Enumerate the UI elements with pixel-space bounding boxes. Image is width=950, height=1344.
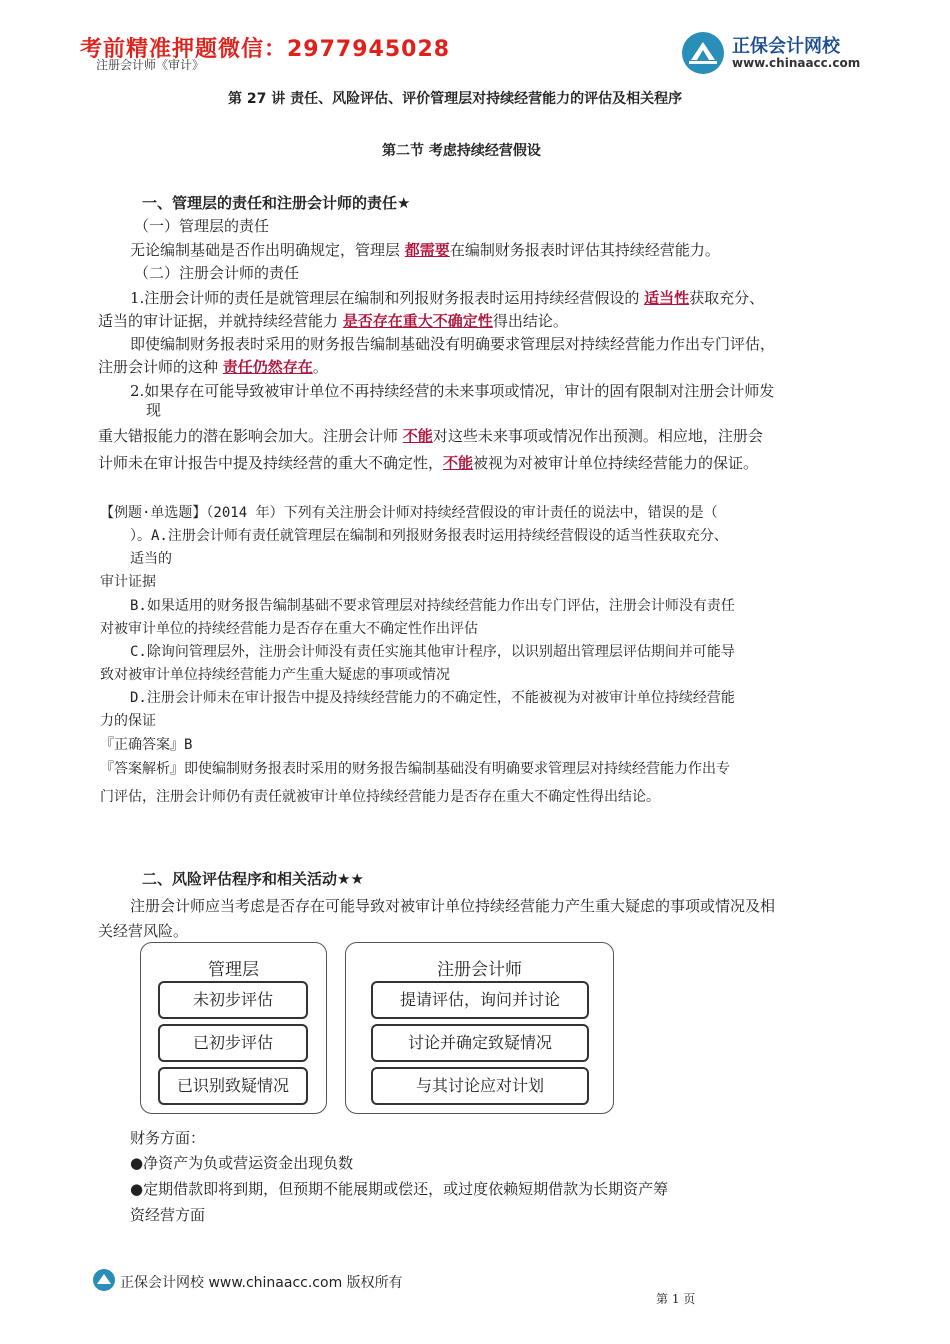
lecture-title: 第 27 讲 责任、风险评估、评价管理层对持续经营能力的评估及相关程序	[228, 91, 683, 107]
paragraph-management: 无论编制基础是否作出明确规定，管理层 都需要在编制财务报表时评估其持续经营能力。	[130, 241, 720, 259]
financial-label: 财务方面：	[130, 1129, 206, 1147]
example-option-a-cont: 审计证据	[100, 574, 156, 590]
keyword-appropriateness: 适当性	[644, 289, 690, 307]
breadcrumb: 注册会计师《审计》	[96, 58, 205, 72]
example-option-b: B.如果适用的财务报告编制基础不要求管理层对持续经营能力作出专门评估，注册会计师没有责任	[130, 598, 735, 614]
example-analysis-clipped: 门评估，注册会计师仍有责任就被审计单位持续经营能力是否存在重大不确定性得出结论。	[100, 789, 660, 805]
paragraph-cpa-even-if-cont: 注册会计师的这种 责任仍然存在。	[98, 358, 328, 376]
paragraph-risk-clipped: 关经营风险。	[98, 922, 189, 940]
example-option-d-cont: 力的保证	[100, 713, 156, 729]
financial-bullet-2: ●定期借款即将到期，但预期不能展期或偿还，或过度依赖短期借款为长期资产筹	[130, 1180, 669, 1198]
example-question: 【例题·单选题】（2014 年）下列有关注册会计师对持续经营假设的审计责任的说法中，错误的是（	[100, 505, 718, 521]
subheading-cpa: （二）注册会计师的责任	[134, 264, 300, 282]
logo-url: www.chinaacc.com	[732, 56, 861, 70]
paragraph-cpa-2-wrap: 现	[146, 401, 162, 419]
site-logo[interactable]	[680, 28, 870, 78]
example-option-c-cont: 致对被审计单位持续经营能力产生重大疑虑的事项或情况	[100, 667, 450, 683]
paragraph-cpa-1-cont: 适当的审计证据，并就持续经营能力 是否存在重大不确定性得出结论。	[98, 312, 568, 330]
example-option-b-cont: 对被审计单位的持续经营能力是否存在重大不确定性作出评估	[100, 621, 478, 637]
financial-bullet-1: ●净资产为负或营运资金出现负数	[130, 1154, 354, 1172]
paragraph-cpa-2-cont: 重大错报能力的潜在影响会加大。注册会计师 不能对这些未来事项或情况作出预测。相应地，注册会	[98, 427, 763, 445]
management-step-1: 未初步评估	[158, 981, 308, 1019]
keyword-material-uncertainty: 是否存在重大不确定性	[342, 312, 493, 330]
paragraph-risk: 注册会计师应当考虑是否存在可能导致对被审计单位持续经营能力产生重大疑虑的事项或情况及相	[130, 897, 776, 915]
paragraph-cpa-2-clipped: 计师未在审计报告中提及持续经营的重大不确定性，不能被视为对被审计单位持续经营能力的保证。	[98, 454, 759, 472]
footer-copyright: 正保会计网校 www.chinaacc.com 版权所有	[120, 1275, 403, 1291]
paragraph-cpa-even-if: 即使编制财务报表时采用的财务报告编制基础没有明确要求管理层对持续经营能力作出专门评估，	[130, 335, 776, 353]
paragraph-cpa-2: 2.如果存在可能导致被审计单位不再持续经营的未来事项或情况，审计的固有限制对注册会计师发	[130, 382, 775, 400]
example-option-c: C.除询问管理层外，注册会计师没有责任实施其他审计程序，以识别超出管理层评估期间并可能导	[130, 644, 735, 660]
logo-name: 正保会计网校	[732, 36, 840, 57]
logo-icon	[680, 30, 726, 76]
section2-heading: 二、风险评估程序和相关活动★★	[142, 870, 364, 888]
subheading-management: （一）管理层的责任	[134, 217, 270, 235]
watermark-contact: 考前精准押题微信：2977945028	[80, 37, 451, 62]
example-option-d: D.注册会计师未在审计报告中提及持续经营能力的不确定性，不能被视为对被审计单位持续经营能	[130, 690, 735, 706]
example-answer: 『正确答案』B	[100, 737, 193, 753]
management-step-2: 已初步评估	[158, 1024, 308, 1062]
footer-logo-icon	[92, 1268, 116, 1292]
keyword-cannot: 不能	[402, 427, 433, 445]
example-analysis: 『答案解析』即使编制财务报表时采用的财务报告编制基础没有明确要求管理层对持续经营能力作出专	[100, 761, 730, 777]
cpa-title: 注册会计师	[437, 960, 522, 980]
cpa-step-2: 讨论并确定致疑情况	[371, 1024, 589, 1062]
cpa-step-3: 与其讨论应对计划	[371, 1067, 589, 1105]
cpa-step-1: 提请评估，询问并讨论	[371, 981, 589, 1019]
page-number: 第 1 页	[656, 1292, 696, 1306]
paragraph-cpa-1: 1.注册会计师的责任是就管理层在编制和列报财务报表时运用持续经营假设的 适当性获取充分、	[130, 289, 765, 307]
example-option-a-wrap: 适当的	[130, 551, 172, 567]
operation-label-clipped: 资经营方面	[130, 1206, 206, 1224]
keyword-all-required: 都需要	[404, 241, 450, 259]
management-box	[140, 942, 327, 1114]
example-option-a: ）。A.注册会计师有责任就管理层在编制和列报财务报表时运用持续经营假设的适当性获取充分、	[130, 528, 728, 544]
management-title: 管理层	[208, 960, 259, 980]
cpa-box	[345, 942, 614, 1114]
section-title: 第二节 考虑持续经营假设	[382, 143, 541, 159]
keyword-responsibility-exists: 责任仍然存在	[222, 358, 313, 376]
management-step-3: 已识别致疑情况	[158, 1067, 308, 1105]
section1-heading: 一、管理层的责任和注册会计师的责任★	[142, 194, 411, 212]
